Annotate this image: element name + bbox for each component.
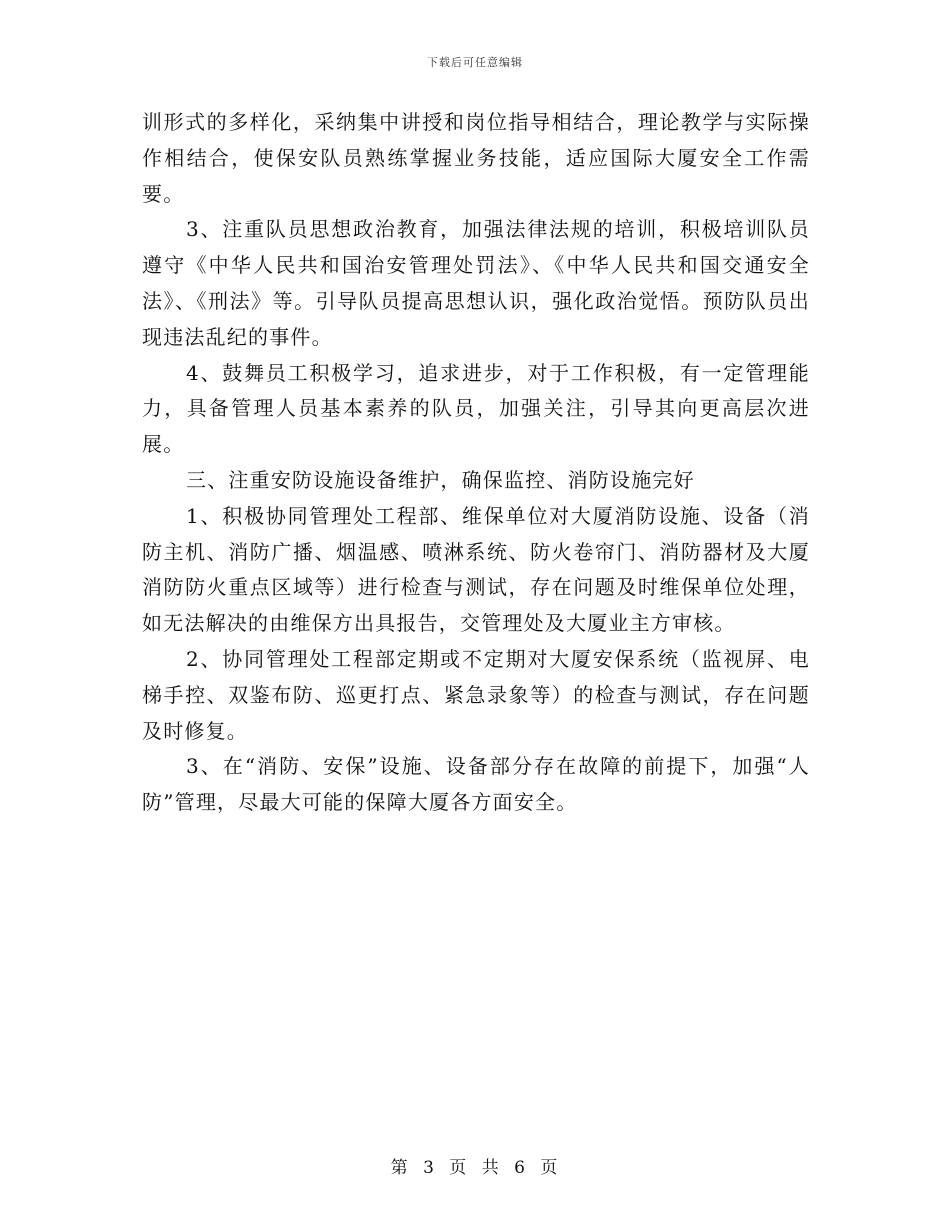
- header-note: 下载后可任意编辑: [427, 56, 523, 69]
- footer-total-label: 共: [481, 1158, 501, 1178]
- footer-total-pages: 6: [514, 1158, 527, 1178]
- footer-page-label: 第: [390, 1158, 410, 1178]
- section-heading-facility-maintenance: 三、注重安防设施设备维护，确保监控、消防设施完好: [186, 467, 695, 492]
- document-body: [142, 105, 810, 821]
- paragraph-political-education: 3、注重队员思想政治教育，加强法律法规的培训，积极培训队员遵守《中华人民共和国治安管理处罚法》、《中华人民共和国交通安全法》、《刑法》等。引导队员提高思想认识，强化政治觉悟。预防队员出现违法乱纪的事件。: [142, 217, 810, 349]
- paragraph-security-system: 2、协同管理处工程部定期或不定期对大厦安保系统（监视屏、电梯手控、双鉴布防、巡更打点、紧急录象等）的检查与测试，存在问题及时修复。: [142, 646, 810, 743]
- footer-total-unit: 页: [540, 1158, 560, 1178]
- paragraph-encourage-learning: 4、鼓舞员工积极学习，追求进步，对于工作积极，有一定管理能力，具备管理人员基本素养的队员，加强关注，引导其向更高层次进展。: [142, 360, 810, 457]
- paragraph-training-format: 训形式的多样化，采纳集中讲授和岗位指导相结合，理论教学与实际操作相结合，使保安队员熟练掌握业务技能，适应国际大厦安全工作需要。: [142, 110, 810, 206]
- paragraph-human-defense: 3、在“消防、安保”设施、设备部分存在故障的前提下，加强“人防”管理，尽最大可能的保障大厦各方面安全。: [142, 754, 810, 815]
- page-footer: [0, 1153, 950, 1178]
- footer-page-unit: 页: [449, 1158, 469, 1178]
- footer-current-page: 3: [423, 1158, 436, 1178]
- paragraph-fire-facilities: 1、积极协同管理处工程部、维保单位对大厦消防设施、设备（消防主机、消防广播、烟温感、喷淋系统、防火卷帘门、消防器材及大厦消防防火重点区域等）进行检查与测试，存在问题及时维保单位处理，如无法解决的由维保方出具报告，交管理处及大厦业主方审核。: [142, 503, 810, 636]
